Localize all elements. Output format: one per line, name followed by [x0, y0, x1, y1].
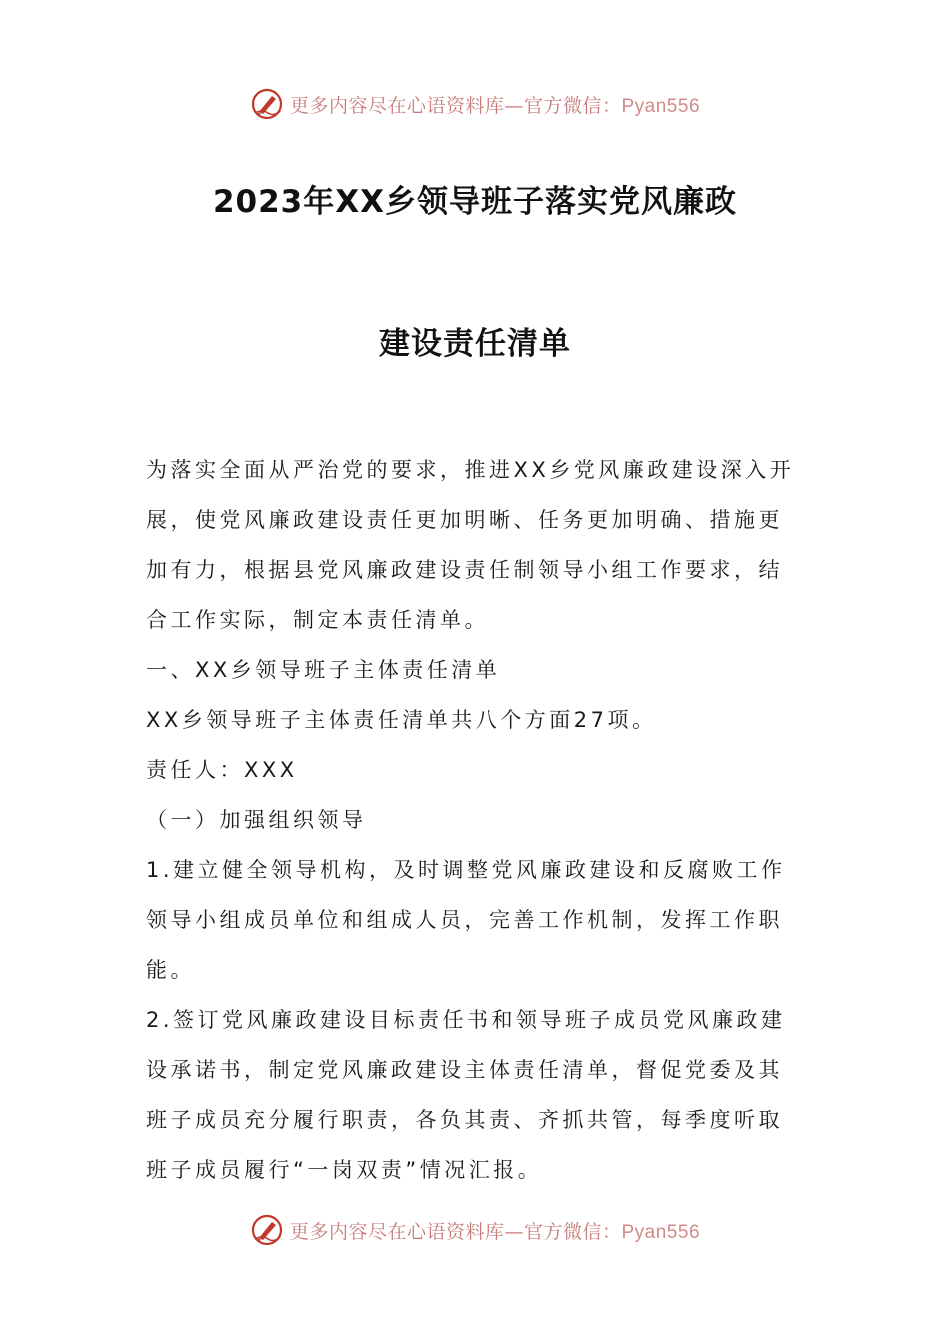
- section-summary: XX乡领导班子主体责任清单共八个方面27项。: [146, 708, 657, 732]
- document-body: [146, 445, 806, 1195]
- intro-paragraph: 为落实全面从严治党的要求，推进XX乡党风廉政建设深入开展，使党风廉政建设责任更加明晰、任务更加明确、措施更加有力，根据县党风廉政建设责任制领导小组工作要求，结合工作实际，制定本责任清单。: [146, 458, 795, 632]
- list-item-2: 2.签订党风廉政建设目标责任书和领导班子成员党风廉政建设承诺书，制定党风廉政建设主体责任清单，督促党委及其班子成员充分履行职责，各负其责、齐抓共管，每季度听取班子成员履行“一岗双责”情况汇报。: [146, 1008, 786, 1182]
- watermark-label: 更多内容尽在心语资料库—官方微信：: [289, 94, 622, 117]
- watermark-banner-top: [0, 84, 950, 124]
- pen-logo-icon: [250, 87, 284, 121]
- watermark-label: 更多内容尽在心语资料库—官方微信：: [289, 1220, 622, 1243]
- watermark-banner-bottom: [0, 1210, 950, 1250]
- page-title-line-1: 2023年XX乡领导班子落实党风廉政: [212, 184, 738, 220]
- watermark-text: [290, 91, 700, 118]
- pen-logo-icon: [250, 1213, 284, 1247]
- watermark-handle: Pyan556: [621, 95, 701, 117]
- responsible-person: 责任人：XXX: [146, 758, 298, 782]
- watermark-handle: Pyan556: [621, 1221, 701, 1243]
- subsection-heading: （一）加强组织领导: [146, 808, 367, 832]
- page-title-line-2: 建设责任清单: [379, 326, 571, 362]
- watermark-text: [290, 1217, 700, 1244]
- section-heading: 一、XX乡领导班子主体责任清单: [146, 658, 501, 682]
- list-item-1: 1.建立健全领导机构，及时调整党风廉政建设和反腐败工作领导小组成员单位和组成人员，完善工作机制，发挥工作职能。: [146, 858, 786, 982]
